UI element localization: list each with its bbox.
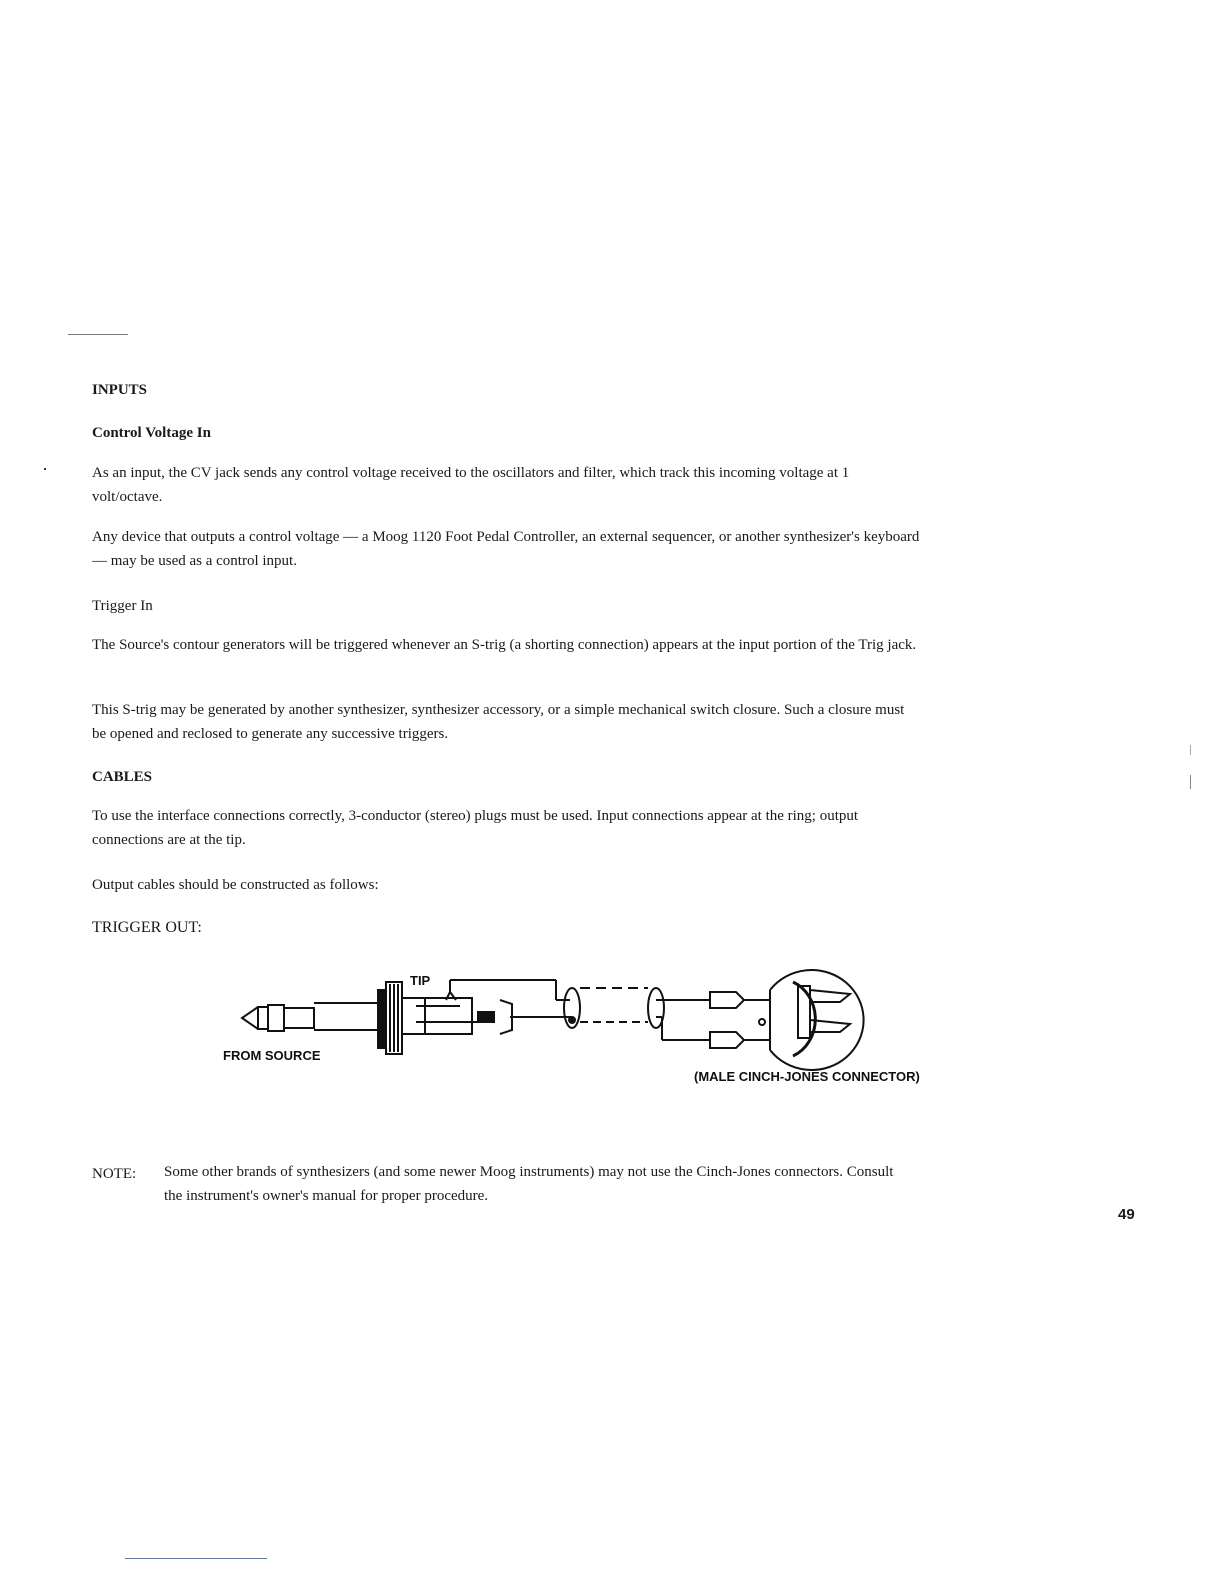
- footer-rule: [125, 1558, 267, 1559]
- connector-label: (MALE CINCH-JONES CONNECTOR): [694, 1069, 920, 1084]
- cables-paragraph-1: To use the interface connections correctly, 3-conductor (stereo) plugs must be used. Input connections appear at the ring; output connections are at the tip.: [92, 808, 859, 848]
- cv-heading: Control Voltage In: [92, 425, 211, 441]
- cv-paragraph-1: As an input, the CV jack sends any control voltage received to the oscillators and filter, which track this incoming voltage at 1 volt/octave.: [92, 465, 850, 505]
- trigger-paragraph-1: The Source's contour generators will be triggered whenever an S-trig (a shorting connection) appears at the input portion of the Trig jack.: [92, 637, 917, 653]
- from-source-label: FROM SOURCE: [223, 1048, 321, 1063]
- note-text: Some other brands of synthesizers (and some newer Moog instruments) may not use the Cinch-Jones connectors. Consult the instrument's owner's manual for proper procedure.: [164, 1164, 894, 1204]
- plug-ring-segment: [258, 1007, 268, 1029]
- jack-housing: [402, 998, 472, 1034]
- connector-pin-bottom: [710, 1032, 744, 1048]
- page-number: 49: [1118, 1206, 1135, 1223]
- plug-tip-shape: [242, 1007, 258, 1029]
- inputs-heading: INPUTS: [92, 382, 148, 398]
- tip-label: TIP: [410, 973, 431, 988]
- connector-blade-top: [810, 990, 850, 1002]
- cable-wiring-diagram: [210, 960, 950, 1090]
- jack-nut: [378, 990, 384, 1048]
- trigger-heading: Trigger In: [92, 598, 153, 614]
- plug-sleeve: [284, 1008, 314, 1028]
- cables-heading: CABLES: [92, 769, 153, 785]
- ring-lug: [478, 1012, 494, 1022]
- plug-collar: [268, 1005, 284, 1031]
- scan-artifact: [1190, 745, 1191, 755]
- cv-paragraph-2: Any device that outputs a control voltage — a Moog 1120 Foot Pedal Controller, an external sequencer, or another synthesizer's keyboard — may be used as a control input.: [92, 529, 920, 569]
- connector-pin-top: [710, 992, 744, 1008]
- scan-artifact: [68, 334, 128, 335]
- scan-artifact: [1190, 775, 1191, 789]
- cables-paragraph-2: Output cables should be constructed as follows:: [92, 877, 379, 893]
- trigger-paragraph-2: This S-trig may be generated by another synthesizer, synthesizer accessory, or a simple mechanical switch closure. Such a closure must be opened and reclosed to generate any successive triggers.: [92, 702, 905, 742]
- scan-artifact: [44, 468, 46, 470]
- trigger-out-heading: TRIGGER OUT:: [92, 919, 202, 936]
- note-label: NOTE:: [92, 1166, 137, 1182]
